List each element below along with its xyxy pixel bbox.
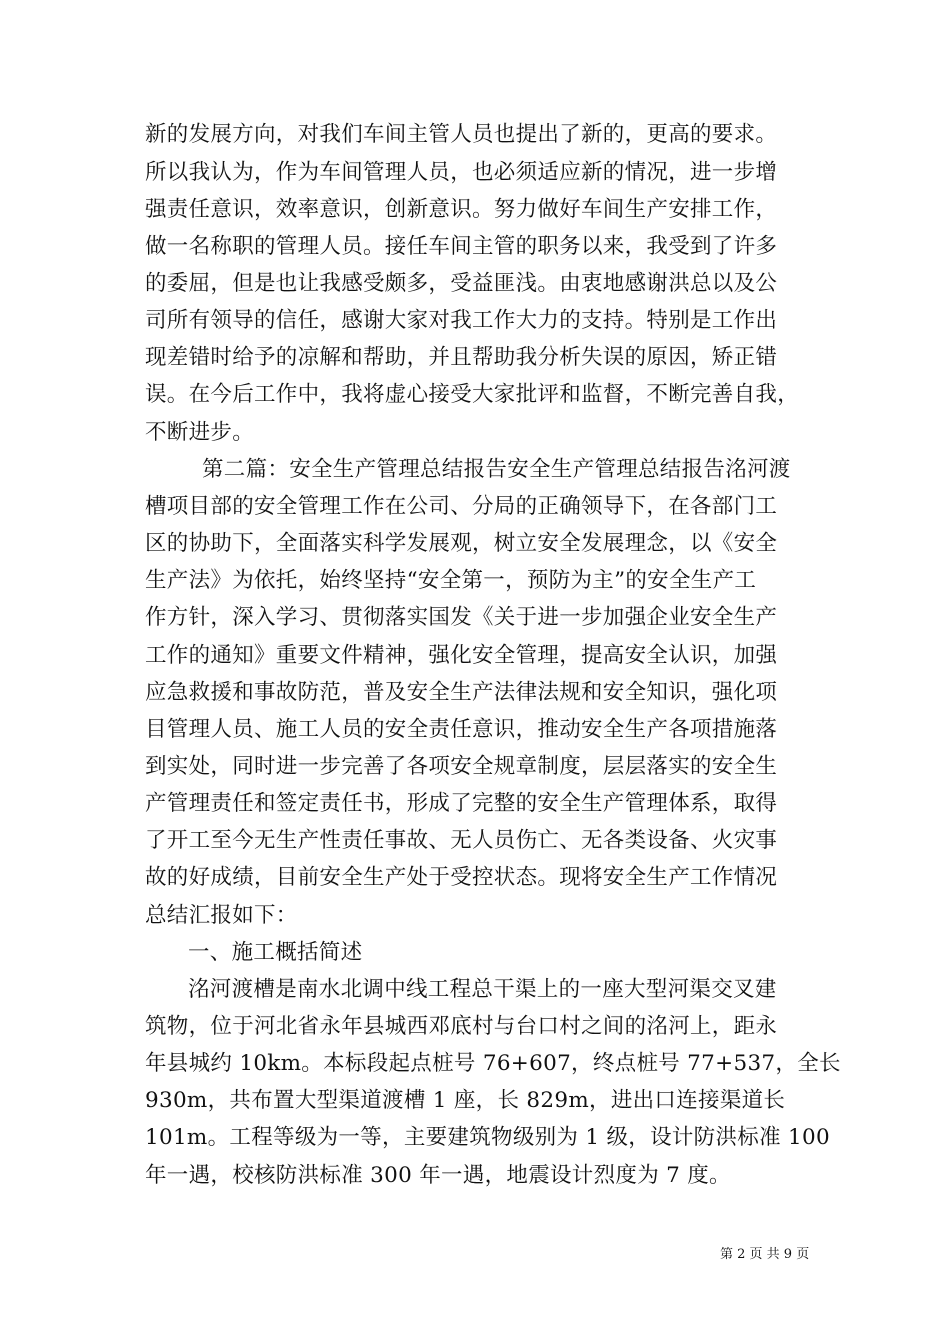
text-line: 新的发展方向，对我们车间主管人员也提出了新的，更高的要求。 — [145, 122, 778, 147]
text-line: 到实处，同时进一步完善了各项安全规章制度，层层落实的安全生 — [145, 754, 778, 779]
text-line: 槽项目部的安全管理工作在公司、分局的正确领导下，在各部门工 — [145, 494, 778, 519]
text-line: 做一名称职的管理人员。接任车间主管的职务以来，我受到了许多 — [145, 234, 778, 259]
text-line: 故的好成绩，目前安全生产处于受控状态。现将安全生产工作情况 — [145, 865, 778, 890]
subsection-heading: 一、施工概括简述 — [188, 940, 363, 965]
section-heading-line: 第二篇：安全生产管理总结报告安全生产管理总结报告洺河渡 — [202, 457, 791, 482]
text-line: 所以我认为，作为车间管理人员，也必须适应新的情况，进一步增 — [145, 160, 778, 185]
text-line: 筑物，位于河北省永年县城西邓底村与台口村之间的洺河上，距永 — [145, 1014, 778, 1039]
text-line: 应急救援和事故防范，普及安全生产法律法规和安全知识，强化项 — [145, 680, 778, 705]
text-line: 101m。工程等级为一等，主要建筑物级别为 1 级，设计防洪标准 100 — [145, 1125, 830, 1150]
text-line: 作方针，深入学习、贯彻落实国发《关于进一步加强企业安全生产 — [145, 605, 778, 630]
text-line: 现差错时给予的凉解和帮助，并且帮助我分析失误的原因，矫正错 — [145, 345, 778, 370]
text-line: 洺河渡槽是南水北调中线工程总干渠上的一座大型河渠交叉建 — [188, 977, 777, 1002]
text-line: 司所有领导的信任，感谢大家对我工作大力的支持。特别是工作出 — [145, 308, 778, 333]
text-line: 不断进步。 — [145, 420, 255, 445]
text-line: 生产法》为依托，始终坚持“安全第一，预防为主”的安全生产工 — [145, 568, 757, 593]
text-line: 强责任意识，效率意识，创新意识。努力做好车间生产安排工作， — [145, 197, 778, 222]
text-line: 产管理责任和签定责任书，形成了完整的安全生产管理体系，取得 — [145, 791, 778, 816]
text-line: 的委屈，但是也让我感受颇多，受益匪浅。由衷地感谢洪总以及公 — [145, 271, 778, 296]
page-number: 第 2 页 共 9 页 — [720, 1247, 810, 1262]
text-line: 总结汇报如下： — [145, 903, 298, 928]
text-line: 了开工至今无生产性责任事故、无人员伤亡、无各类设备、火灾事 — [145, 828, 778, 853]
text-line: 年一遇，校核防洪标准 300 年一遇，地震设计烈度为 7 度。 — [145, 1163, 731, 1188]
text-line: 误。在今后工作中，我将虚心接受大家批评和监督，不断完善自我， — [145, 382, 800, 407]
text-line: 年县城约 10km。本标段起点桩号 76+607，终点桩号 77+537，全长 — [145, 1051, 841, 1076]
text-line: 930m，共布置大型渠道渡槽 1 座，长 829m，进出口连接渠道长 — [145, 1088, 786, 1113]
text-line: 工作的通知》重要文件精神，强化安全管理，提高安全认识，加强 — [145, 643, 778, 668]
text-line: 区的协助下，全面落实科学发展观，树立安全发展理念，以《安全 — [145, 531, 778, 556]
text-line: 目管理人员、施工人员的安全责任意识，推动安全生产各项措施落 — [145, 717, 778, 742]
